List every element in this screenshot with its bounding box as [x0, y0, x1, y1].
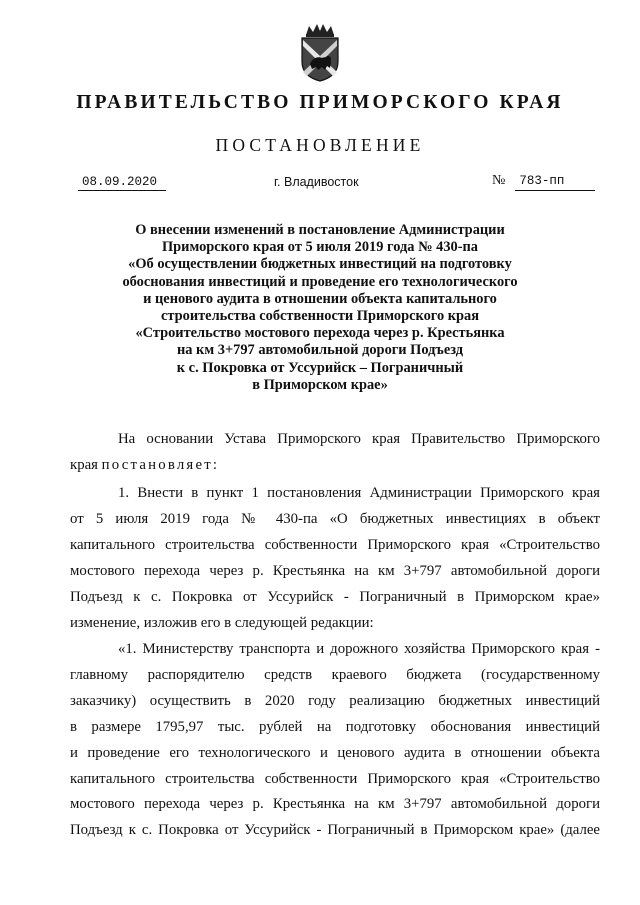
heading-line: О внесении изменений в постановление Администрации — [135, 222, 505, 238]
heading-line: и ценового аудита в отношении объекта капитального — [143, 290, 497, 307]
paragraph-line: Подъезд к с. Покровка от Уссурийск - Пограничный в Приморском крае» (далее — [70, 822, 600, 839]
paragraph-line: На основании Устава Приморского края Правительство Приморского — [118, 431, 600, 447]
paragraph-line: от 5 июля 2019 года № 430-па «О бюджетных инвестициях в объект — [70, 510, 600, 527]
paragraph-line: мостового перехода через р. Крестьянка на км 3+797 автомобильной дороги — [70, 796, 600, 813]
document-heading — [70, 222, 570, 394]
number-value: 783-пп — [515, 172, 595, 191]
decree-keyword: постановляет — [101, 456, 213, 473]
heading-line: к с. Покровка от Уссурийск – Пограничный — [176, 359, 464, 376]
preamble-paragraph — [70, 427, 600, 479]
paragraph-line: заказчику) осуществить в 2020 году реализацию бюджетных инвестиций — [70, 692, 600, 709]
paragraph-line: и проведение его технологического и ценового аудита в отношении объекта — [70, 744, 600, 761]
heading-line: «Об осуществлении бюджетных инвестиций на подготовку — [128, 256, 512, 273]
paragraph-line: мостового перехода через р. Крестьянка на км 3+797 автомобильной дороги — [70, 562, 600, 579]
document-type: ПОСТАНОВЛЕНИЕ — [215, 135, 425, 155]
heading-line: на км 3+797 автомобильной дороги Подъезд — [176, 342, 464, 359]
document-number — [492, 172, 595, 191]
heading-line: строительства собственности Приморского края — [160, 308, 480, 325]
government-title: ПРАВИТЕЛЬСТВО ПРИМОРСКОГО КРАЯ — [76, 92, 564, 113]
heading-line: обоснования инвестиций и проведение его технологического — [122, 273, 518, 290]
preamble-text: края — [70, 456, 102, 473]
heading-line: в Приморском крае» — [252, 376, 388, 393]
number-sign: № — [492, 173, 506, 188]
paragraph-line: капитального строительства собственности Приморского края «Строительство — [70, 536, 600, 553]
document-date: 08.09.2020 — [78, 174, 166, 191]
item-1-paragraph — [70, 481, 600, 636]
paragraph-line: капитального строительства собственности Приморского края «Строительство — [70, 770, 600, 787]
document-city: г. Владивосток — [274, 175, 359, 189]
preamble-colon: : — [212, 456, 217, 473]
quoted-item-paragraph — [70, 637, 600, 844]
paragraph-line: изменение, изложив его в следующей редакции: — [70, 614, 374, 631]
heading-line: Приморского края от 5 июля 2019 года № 430-па — [161, 239, 478, 256]
paragraph-line: «1. Министерству транспорта и дорожного хозяйства Приморского края - — [118, 641, 600, 657]
paragraph-line: главному распорядителю средств краевого бюджета (государственному — [70, 666, 600, 683]
paragraph-line: Подъезд к с. Покровка от Уссурийск - Пограничный в Приморском крае» — [70, 588, 600, 605]
heading-line: «Строительство мостового перехода через р. Крестьянка — [135, 325, 505, 342]
primorsky-coat-of-arms-icon — [298, 24, 342, 82]
paragraph-line: 1. Внести в пункт 1 постановления Администрации Приморского края — [118, 485, 600, 501]
paragraph-line: в размере 1795,97 тыс. рублей на подготовку обоснования инвестиций — [70, 718, 600, 735]
paragraph-line — [70, 453, 600, 479]
